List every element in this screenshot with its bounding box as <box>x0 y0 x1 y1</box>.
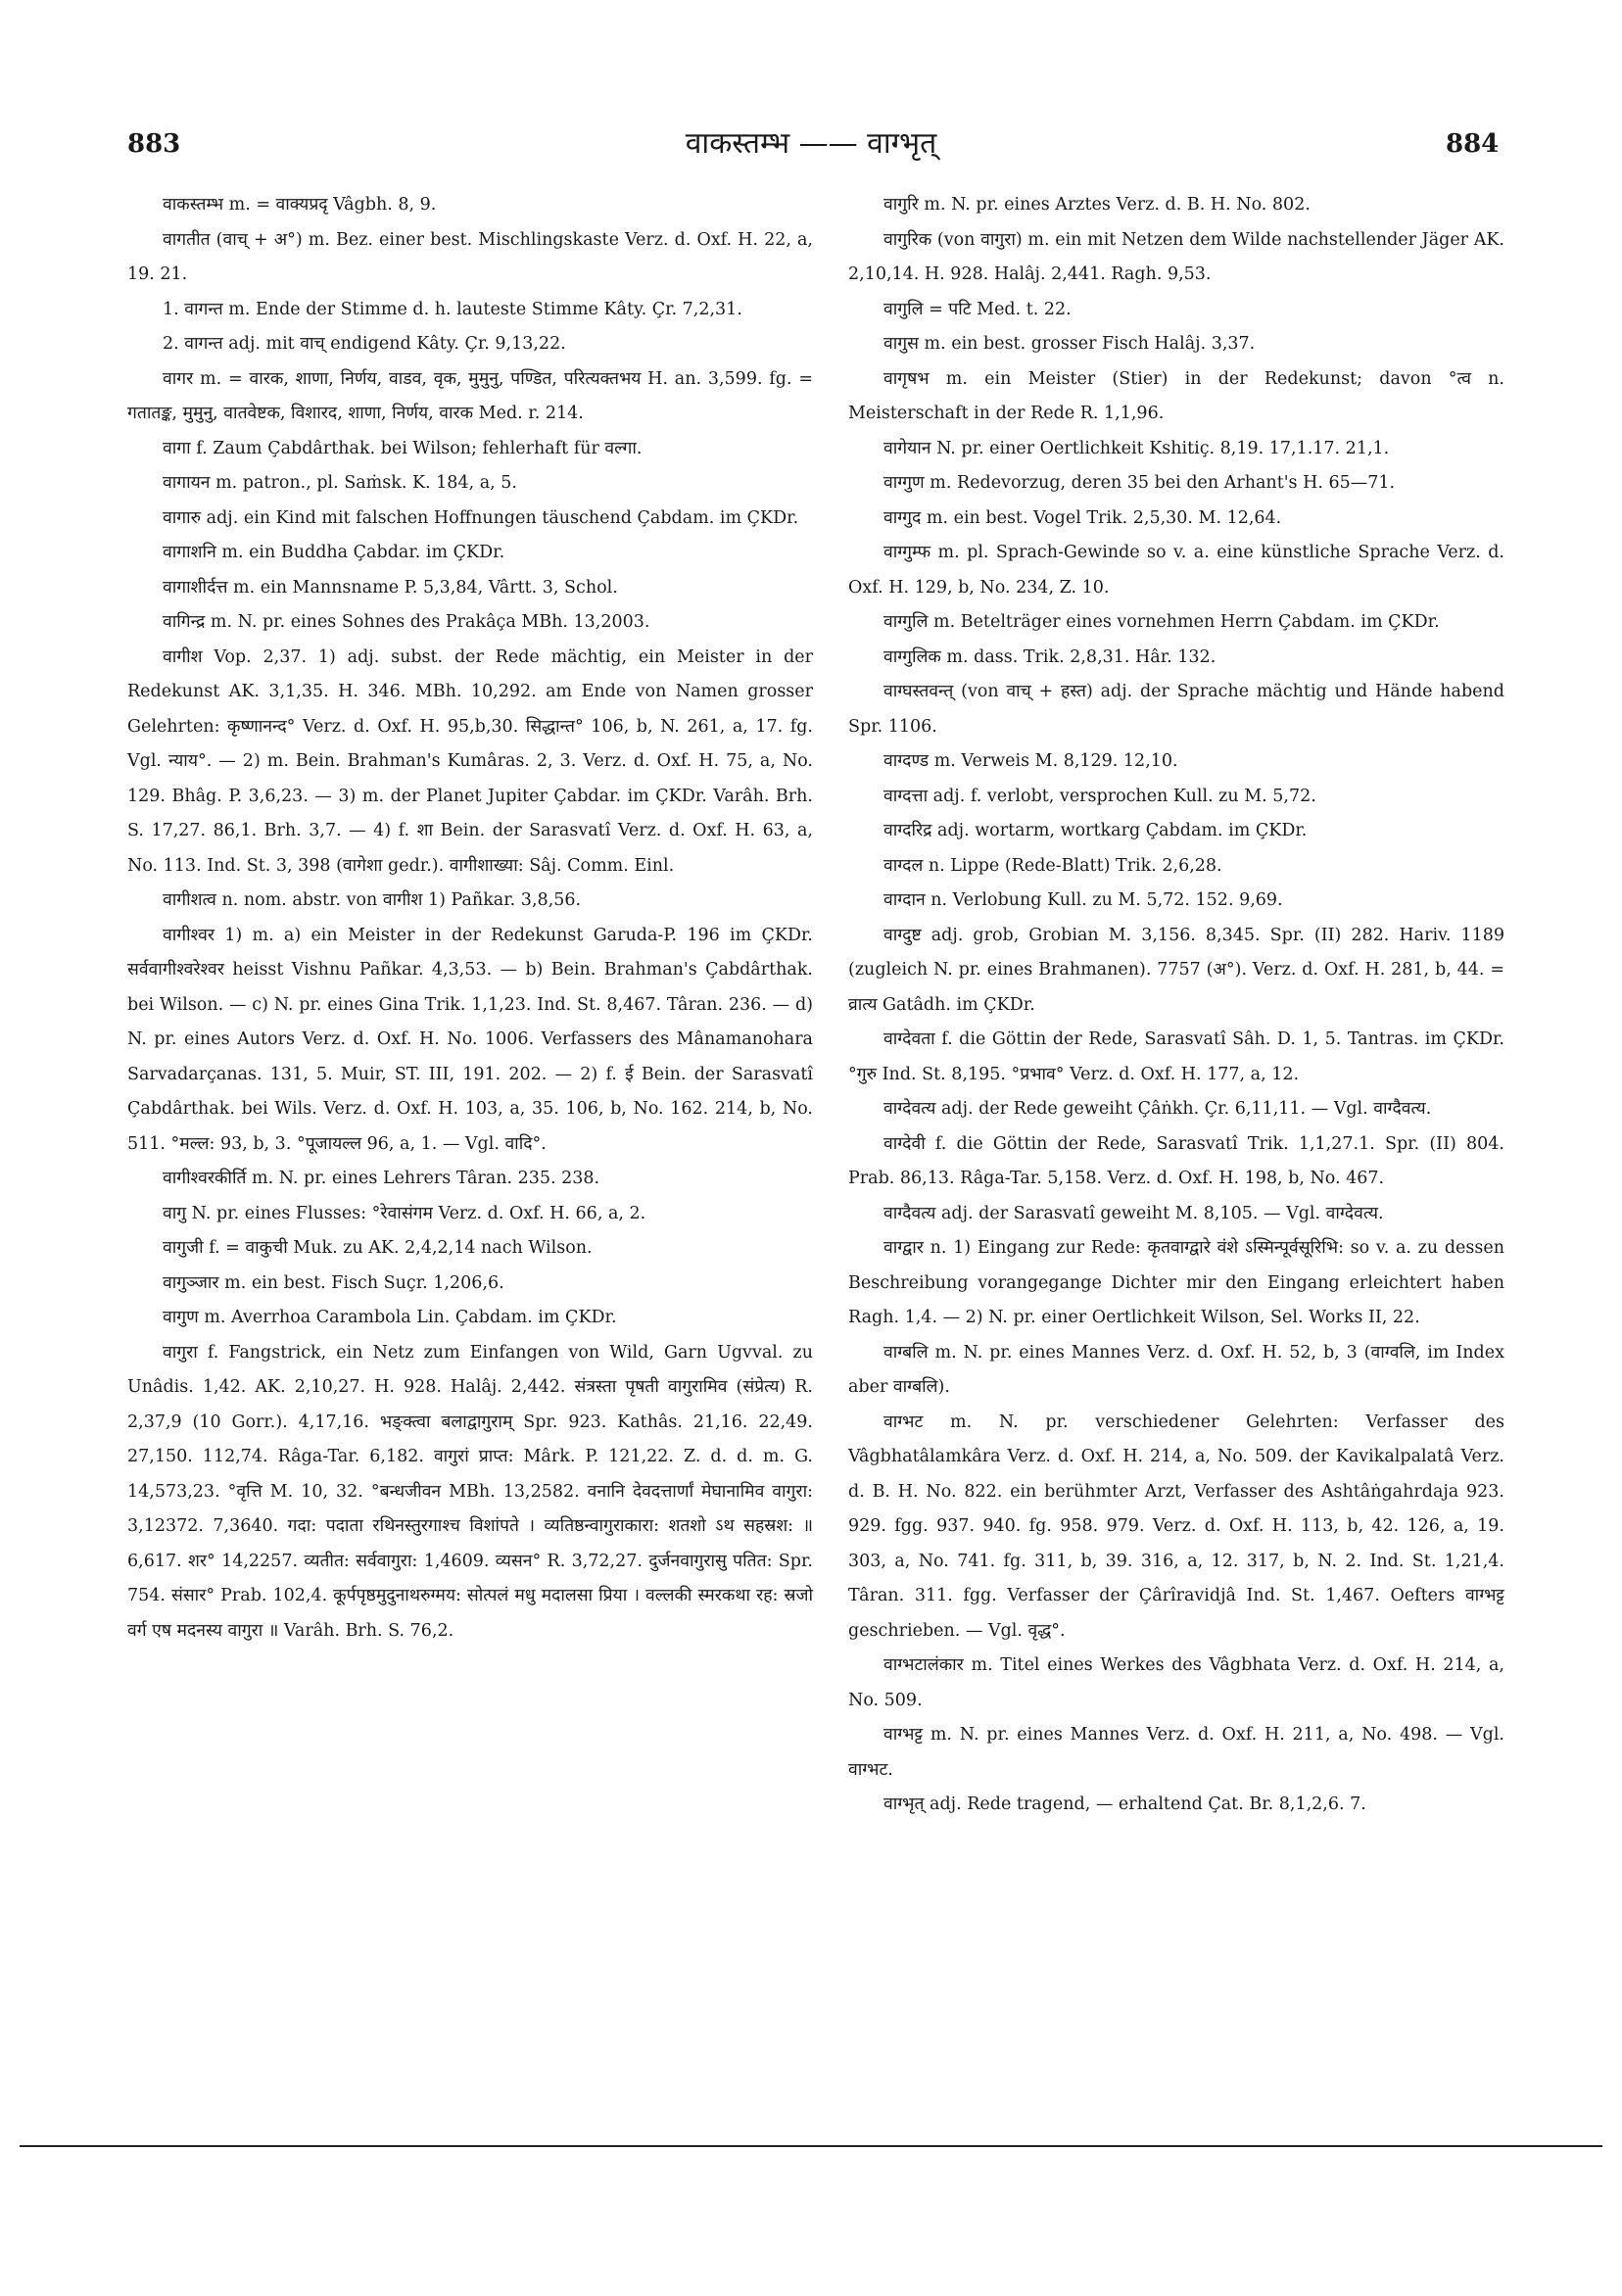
dictionary-entry: वागुरि m. N. pr. eines Arztes Verz. d. B. H. No. 802. <box>883 195 1311 215</box>
dictionary-entry: वाग्दान n. Verlobung Kull. zu M. 5,72. 152. 9,69. <box>883 890 1283 910</box>
dictionary-entry: वाग्द्वार n. 1) Eingang zur Rede: कृतवाग्द्वारे वंशे ऽस्मिन्पूर्वसूरिभि: so v. a. zu dessen Beschreibung vorangegange Dichter mir den Eingang erleichtert haben Ragh. 1,4. — 2) N. pr. einer Oertlichkeit Wilson, Sel. Works II, 22. <box>848 1238 1504 1327</box>
dictionary-entry: वाग्देवत्य adj. der Rede geweiht Çâṅkh. Çr. 6,11,11. — Vgl. वाग्दैवत्य. <box>883 1099 1432 1119</box>
dictionary-entry: वागारु adj. ein Kind mit falschen Hoffnungen täuschend Çabdam. im ÇKDr. <box>163 507 799 528</box>
dictionary-entry: वाग्गुलिक m. dass. Trik. 2,8,31. Hâr. 132. <box>883 646 1216 667</box>
dictionary-entry: वाग्गुण m. Redevorzug, deren 35 bei den Arhant's H. 65—71. <box>883 473 1396 493</box>
dictionary-entry: वागृषभ m. ein Meister (Stier) in der Redekunst; davon °त्व n. Meisterschaft in der Rede R. 1,1,96. <box>848 368 1504 423</box>
dictionary-entry: वागुस m. ein best. grosser Fisch Halâj. 3,37. <box>883 334 1256 354</box>
dictionary-entry: वाकस्तम्भ m. = वाक्यप्रदृ Vâgbh. 8, 9. <box>163 195 437 215</box>
dictionary-entry: वागेयान N. pr. einer Oertlichkeit Kshitiç. 8,19. 17,1.17. 21,1. <box>883 438 1390 458</box>
dictionary-entry: वाग्गुलि m. Betelträger eines vornehmen Herrn Çabdam. im ÇKDr. <box>883 612 1440 632</box>
dictionary-entry: वाग्भृत् adj. Rede tragend, — erhaltend Çat. Br. 8,1,2,6. 7. <box>883 1794 1366 1814</box>
dictionary-entry: वागाशनि m. ein Buddha Çabdar. im ÇKDr. <box>163 543 505 562</box>
dictionary-entry: वागुञ्जार m. ein best. Fisch Suçr. 1,206,6. <box>163 1272 504 1293</box>
dictionary-entry: वागीश Vop. 2,37. 1) adj. subst. der Rede mächtig, ein Meister in der Redekunst AK. 3,1,35. H. 346. MBh. 10,292. am Ende von Namen grosser Gelehrten: कृष्णानन्द° Verz. d. Oxf. H. 95,b,30. सिद्धान्त° 106, b, N. 261, a, 17. fg. Vgl. न्याय°. — 2) m. Bein. Brahman's Kumâras. 2, 3. Verz. d. Oxf. H. 75, a, No. 129. Bhâg. P. 3,6,23. — 3) m. der Planet Jupiter Çabdar. im ÇKDr. Varâh. Brh. S. 17,27. 86,1. Brh. 3,7. — 4) f. शा Bein. der Sarasvatî Verz. d. Oxf. H. 63, a, No. 113. Ind. St. 3, 398 (वागेशा gedr.). वागीशाख्या: Sâj. Comm. Einl. <box>127 646 813 876</box>
dictionary-entry: वागुजी f. = वाकुची Muk. zu AK. 2,4,2,14 nach Wilson. <box>163 1238 593 1258</box>
dictionary-entry: वाग्दुष्ट adj. grob, Grobian M. 3,156. 8,345. Spr. (II) 282. Hariv. 1189 (zugleich N. pr. eines Brahmanen). 7757 (अ°). Verz. d. Oxf. H. 281, b, 44. = व्रात्य Gatâdh. im ÇKDr. <box>848 925 1504 1015</box>
dictionary-entry: वाग्देवी f. die Göttin der Rede, Sarasvatî Trik. 1,1,27.1. Spr. (II) 804. Prab. 86,13. Râga-Tar. 5,158. Verz. d. Oxf. H. 198, b, No. 467. <box>848 1133 1504 1188</box>
dictionary-entry: वाग्भट m. N. pr. verschiedener Gelehrten: Verfasser des Vâgbhatâlamkâra Verz. d. Oxf. H. 214, a, No. 509. der Kavikalpalatâ Verz. d. B. H. No. 822. ein berühmter Arzt, Verfasser des Ashtâṅgahrdaja 923. 929. fgg. 937. 940. fg. 958. 979. Verz. d. Oxf. H. 113, b, 42. 126, a, 19. 303, a, No. 741. fg. 311, b, 39. 316, a, 12. 317, b, N. 2. Ind. St. 1,21,4. Târan. 311. fgg. Verfasser der Çârîravidjâ Ind. St. 1,467. Oefters वाग्भट्ट geschrieben. — Vgl. वृद्ध°. <box>848 1411 1504 1641</box>
dictionary-entry: वागु N. pr. eines Flusses: °रेवासंगम Verz. d. Oxf. H. 66, a, 2. <box>163 1203 646 1223</box>
dictionary-entry: वागीशत्व n. nom. abstr. von वागीश 1) Pañkar. 3,8,56. <box>163 890 582 910</box>
dictionary-entry: वाग्बलि m. N. pr. eines Mannes Verz. d. Oxf. H. 52, b, 3 (वाग्वलि, im Index aber वाग्बलि). <box>848 1342 1504 1397</box>
dictionary-entry: वाग्देवता f. die Göttin der Rede, Sarasvatî Sâh. D. 1, 5. Tantras. im ÇKDr. °गुरु Ind. St. 8,195. °प्रभाव° Verz. d. Oxf. H. 177, a, 12. <box>848 1029 1504 1084</box>
dictionary-entry: वागुण m. Averrhoa Carambola Lin. Çabdam. im ÇKDr. <box>163 1308 617 1327</box>
left-column <box>127 188 813 1649</box>
dictionary-entry: वागुरिक (von वागुरा) m. ein mit Netzen dem Wilde nachstellender Jäger AK. 2,10,14. H. 928. Halâj. 2,441. Ragh. 9,53. <box>848 229 1504 284</box>
page-number-right: 884 <box>1446 129 1500 159</box>
dictionary-entry: वागीश्वर 1) m. a) ein Meister in der Redekunst Garuda-P. 196 im ÇKDr. सर्ववागीश्वरेश्वर heisst Vishnu Pañkar. 4,3,53. — b) Bein. Brahman's Çabdârthak. bei Wilson. — c) N. pr. eines Gina Trik. 1,1,23. Ind. St. 8,467. Târan. 236. — d) N. pr. eines Autors Verz. d. Oxf. H. No. 1006. Verfassers des Mânamanohara Sarvadarçanas. 131, 5. Muir, ST. III, 191. 202. — 2) f. ई Bein. der Sarasvatî Çabdârthak. bei Wils. Verz. d. Oxf. H. 103, a, 35. 106, b, No. 162. 214, b, No. 511. °मल्ल: 93, b, 3. °पूजायल्ल 96, a, 1. — Vgl. वादि°. <box>127 925 813 1154</box>
dictionary-entry: वाग्दत्ता adj. f. verlobt, versprochen Kull. zu M. 5,72. <box>883 786 1316 806</box>
dictionary-entry: वाग्घस्तवन्त् (von वाच् + हस्त) adj. der Sprache mächtig und Hände habend Spr. 1106. <box>848 682 1504 737</box>
dictionary-entry: वाग्दरिद्र adj. wortarm, wortkarg Çabdam. im ÇKDr. <box>883 821 1308 840</box>
dictionary-entry: वागाशीर्दत्त m. ein Mannsname P. 5,3,84, Vârtt. 3, Schol. <box>163 577 618 598</box>
running-header: वाकस्तम्भ —— वाग्भृत् <box>685 126 937 161</box>
dictionary-entry: वाग्भट्ट m. N. pr. eines Mannes Verz. d. Oxf. H. 211, a, No. 498. — Vgl. वाग्भट. <box>848 1725 1504 1780</box>
dictionary-entry: वागायन m. patron., pl. Saṁsk. K. 184, a, 5. <box>163 473 517 493</box>
dictionary-entry: वागर m. = वारक, शाणा, निर्णय, वाडव, वृक, मुमुनु, पण्डित, परित्यक्तभय H. an. 3,599. fg. = गतातङ्क, मुमुनु, वातवेष्टक, विशारद, शाणा, निर्णय, वारक Med. r. 214. <box>127 368 813 423</box>
dictionary-entry: वागुरा f. Fangstrick, ein Netz zum Einfangen von Wild, Garn Ugvval. zu Unâdis. 1,42. AK. 2,10,27. H. 928. Halâj. 2,442. संत्रस्ता पृषती वागुरामिव (संप्रेत्य) R. 2,37,9 (10 Gorr.). 4,17,16. भङ्क्त्वा बलाद्वागुराम् Spr. 923. Kathâs. 21,16. 22,49. 27,150. 112,74. Râga-Tar. 6,182. वागुरां प्राप्त: Mârk. P. 121,22. Z. d. d. m. G. 14,573,23. °वृत्ति M. 10, 32. °बन्धजीवन MBh. 13,2582. वनानि देवदत्तार्णां मेघानामिव वागुरा: 3,12372. 7,3640. गदा: पदाता रथिनस्तुरगाश्च विशांपते । व्यतिष्ठन्वागुराकारा: शतशो ऽथ सहस्रश: ॥ 6,617. शर° 14,2257. व्यतीत: सर्ववागुरा: 1,4609. व्यसन° R. 3,72,27. दुर्जनवागुरासु पतित: Spr. 754. संसार° Prab. 102,4. कूर्पपृष्ठमुदुनाथरुग्मय: सोत्पलं मधु मदालसा प्रिया । वल्लकी स्मरकथा रह: स्रजो वर्ग एष मदनस्य वागुरा ॥ Varâh. Brh. S. 76,2. <box>127 1342 813 1641</box>
dictionary-entry: वाग्दैवत्य adj. der Sarasvatî geweiht M. 8,105. — Vgl. वाग्देवत्य. <box>883 1203 1384 1223</box>
dictionary-entry: वागीश्वरकीर्ति m. N. pr. eines Lehrers Târan. 235. 238. <box>163 1169 600 1188</box>
dictionary-entry: 1. वागन्त m. Ende der Stimme d. h. lauteste Stimme Kâty. Çr. 7,2,31. <box>163 299 742 319</box>
dictionary-entry: वागुलि = पटि Med. t. 22. <box>883 299 1072 319</box>
dictionary-entry: वाग्दल n. Lippe (Rede-Blatt) Trik. 2,6,28. <box>883 855 1222 876</box>
dictionary-entry: 2. वागन्त adj. mit वाच् endigend Kâty. Çr. 9,13,22. <box>163 334 566 354</box>
dictionary-entry: वाग्गुद m. ein best. Vogel Trik. 2,5,30. M. 12,64. <box>883 507 1282 528</box>
dictionary-entry: वाग्भटालंकार m. Titel eines Werkes des Vâgbhata Verz. d. Oxf. H. 214, a, No. 509. <box>848 1655 1504 1710</box>
right-column <box>848 188 1504 1823</box>
dictionary-entry: वागिन्द्र m. N. pr. eines Sohnes des Prakâça MBh. 13,2003. <box>163 612 650 632</box>
dictionary-entry: वाग्दण्ड m. Verweis M. 8,129. 12,10. <box>883 751 1178 771</box>
footer-rule <box>20 2145 1602 2147</box>
dictionary-entry: वागा f. Zaum Çabdârthak. bei Wilson; fehlerhaft für वल्गा. <box>163 438 643 458</box>
page-number-left: 883 <box>127 129 181 159</box>
dictionary-entry: वाग्गुम्फ m. pl. Sprach-Gewinde so v. a. eine künstliche Sprache Verz. d. Oxf. H. 129, b, No. 234, Z. 10. <box>848 543 1504 598</box>
dictionary-entry: वागतीत (वाच् + अ°) m. Bez. einer best. Mischlingskaste Verz. d. Oxf. H. 22, a, 19. 21. <box>127 229 813 284</box>
